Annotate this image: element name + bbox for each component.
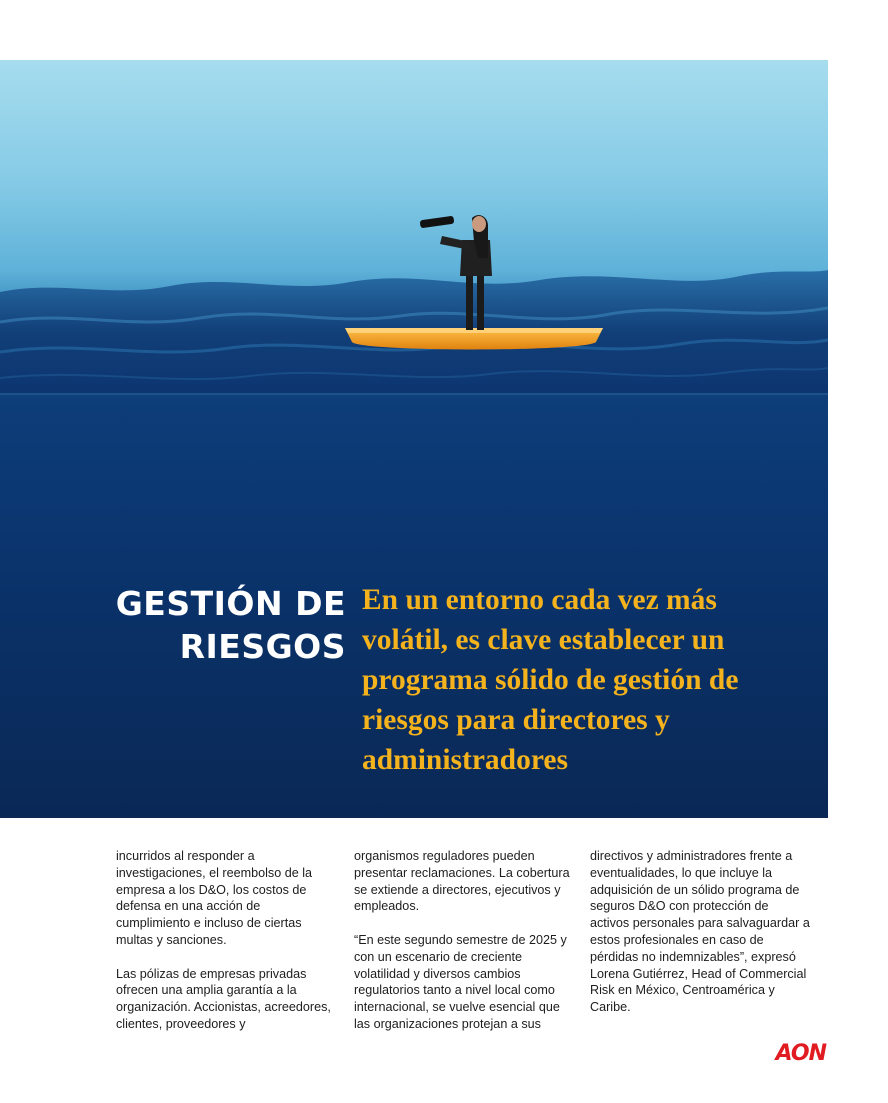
article-column-1 <box>116 848 336 1050</box>
paragraph: Las pólizas de empresas privadas ofrecen una amplia garantía a la organización. Accionistas, acreedores, clientes, proveedores y <box>116 966 331 1031</box>
paragraph: incurridos al responder a investigaciones, el reembolso de la empresa a los D&O, los costos de defensa en una acción de cumplimiento e incluso de ciertas multas y sanciones. <box>116 849 313 947</box>
section-label-line2: RIESGOS <box>179 627 346 666</box>
hero-image <box>0 60 828 818</box>
article-column-3 <box>590 848 810 1033</box>
article-column-2 <box>354 848 574 1050</box>
paragraph: directivos y administradores frente a eventualidades, lo que incluye la adquisición de un sólido programa de seguros D&O con protección de activos personales para salvaguardar a estos profesionales en caso de pérdidas no indemnizables”, expresó Lorena Gutiérrez, Head of Commercial Risk en México, Centroamérica y Caribe. <box>590 849 810 1015</box>
aon-logo: AON <box>775 1041 826 1066</box>
paragraph: “En este segundo semestre de 2025 y con un escenario de creciente volatilidad y diversos cambios regulatorios tanto a nivel local como internacional, se vuelve esencial que las organizaciones protejan a sus <box>354 932 567 1031</box>
section-label-line1: GESTIÓN DE <box>115 584 346 623</box>
paragraph: organismos reguladores pueden presentar reclamaciones. La cobertura se extiende a directores, ejecutivos y empleados. <box>354 849 570 914</box>
headline: En un entorno cada vez más volátil, es clave establecer un programa sólido de gestión de riesgos para directores y administradores <box>362 584 739 776</box>
section-label <box>116 582 346 668</box>
boat <box>345 328 603 350</box>
